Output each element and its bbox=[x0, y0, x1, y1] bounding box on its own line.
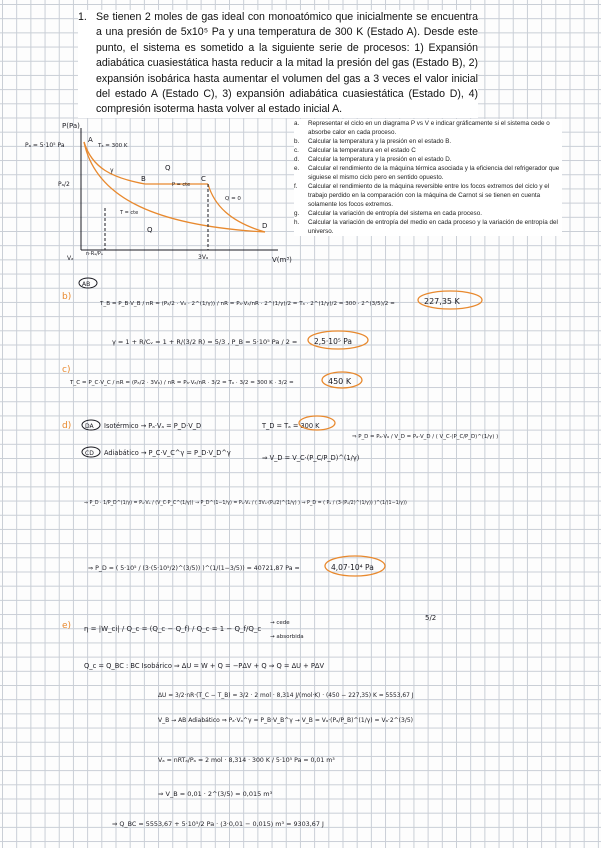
p-axis-label: P(Pa) bbox=[62, 122, 80, 130]
t-const-label: T = cte bbox=[120, 210, 139, 216]
problem-number: 1. bbox=[78, 11, 87, 23]
state-tag-ab: AB bbox=[82, 281, 91, 288]
qc-line-4: Vₐ = nRTₐ/Pₐ = 2 mol · 8,314 · 300 K / 5·10⁵ Pa = 0,01 m³ bbox=[158, 757, 335, 764]
vc-tick: 3Vₐ bbox=[198, 254, 209, 261]
state-a: A bbox=[88, 136, 93, 144]
cd-equation: Adiabático → P_C·V_C^γ = P_D·V_D^γ bbox=[104, 449, 231, 457]
section-b bbox=[62, 278, 482, 349]
state-d: D bbox=[262, 222, 268, 230]
tc-result: 450 K bbox=[328, 377, 352, 386]
da-equation: Isotérmico → Pₐ·Vₐ = P_D·V_D bbox=[104, 422, 202, 430]
cede-note: → cede bbox=[270, 620, 290, 626]
section-e-label: e) bbox=[62, 621, 72, 631]
gamma-label: γ bbox=[110, 167, 114, 174]
pd-numeric: ⇒ P_D = ( 5·10⁵ / (3·(5·10⁵/2)^(3/5)) )^(1/(1−3/5)) = 40721,87 Pa = bbox=[88, 565, 300, 572]
section-d-label: d) bbox=[62, 421, 72, 431]
pv-diagram bbox=[25, 122, 292, 264]
qc-line-6: ⇒ Q_BC = 5553,67 + 5·10⁵/2 Pa · (3·0,01 − 0,015) m³ = 9303,67 J bbox=[112, 820, 324, 828]
section-c bbox=[62, 365, 362, 388]
p-const-label: P = cte bbox=[172, 182, 191, 188]
question-item: b. Calcular la temperatura y la presión en el estado B. bbox=[294, 138, 452, 145]
section-e bbox=[62, 614, 436, 640]
v-axis-label: V(m³) bbox=[272, 256, 292, 264]
pa-label: Pₐ = 5·10⁵ Pa bbox=[25, 142, 65, 149]
pb-result: 2,5·10⁵ Pa bbox=[314, 337, 353, 346]
q-out-label: Q bbox=[147, 226, 153, 234]
q-in-label: Q bbox=[165, 164, 171, 172]
pa-half-label: Pₐ/2 bbox=[58, 181, 70, 188]
qc-line-1: Q_c = Q_BC : BC Isobárico ⇒ ΔU = W + Q = −PΔV + Q ⇒ Q = ΔU + PΔV bbox=[84, 662, 325, 670]
tb-equation: T_B = P_B·V_B / nR = (Pₐ/2 · Vₐ · 2^(1/γ)) / nR = Pₐ·Vₐ/nR · 2^(1/γ)/2 = Tₐ · 2^(1/γ)/2 = 300 · 2^(3/5)/2 = bbox=[100, 301, 395, 307]
gamma-equation: γ = 1 + R/Cᵥ = 1 + R/(3/2 R) = 5/3 , P_B = 5·10⁵ Pa / 2 = bbox=[112, 338, 298, 346]
question-item: f. Calcular el rendimiento de la máquina reversible entre los focos extremos del ciclo y el trabajo perdido en la comparación con la máquina de Carnot si se tienen en cuenta solamente los focos extremos. bbox=[294, 183, 550, 208]
absorbe-note: → absorbida bbox=[270, 634, 304, 640]
pd-derivation: ⇒ P_D · 1/P_D^(1/γ) = Pₐ·Vₐ / (V_C·P_C^(1/γ)) → P_D^(1−1/γ) = Pₐ·Vₐ / ( 3Vₐ·(Pₐ/2)^(1/γ) ) ⇒ P_D = ( Pₐ / (3·(Pₐ/2)^(1/γ)) )^(1/(1−1/γ)) bbox=[84, 501, 407, 506]
fraction-note: 5/2 bbox=[425, 614, 437, 622]
section-d bbox=[62, 416, 498, 576]
question-item: e. Calcular el rendimiento de la máquina térmica asociada y la eficiencia del refrigerador que siguiese el mismo ciclo pero en sentido opuesto. bbox=[294, 165, 560, 181]
tb-result: 227,35 K bbox=[424, 297, 460, 306]
problem-text: Se tienen 2 moles de gas ideal con monoatómico que inicialmente se encuentra a una presión de 5x10⁵ Pa y una temperatura de 300 K (Estado A). Desde este punto, el sistema es sometido a la siguiente serie de procesos: 1) Expansión adiabática cuasiestática hasta reducir a la mitad la presión del gas (Estado B), 2) expansión isobárica hasta aumentar el volumen del gas a 3 veces el valor inicial del estado A (Estado C), 3) expansión adiabática cuasiestática (Estado D), 4) compresión isoterma hasta volver al estado inicial A. bbox=[96, 11, 478, 116]
state-c: C bbox=[201, 175, 206, 183]
state-b: B bbox=[141, 175, 146, 183]
section-b-label: b) bbox=[62, 292, 72, 302]
section-qc bbox=[84, 662, 414, 828]
qc-line-3: V_B → AB Adiabático ⇒ Pₐ·Vₐ^γ = P_B·V_B^γ → V_B = Vₐ·(Pₐ/P_B)^(1/γ) = Vₐ·2^(3/5) bbox=[158, 717, 414, 724]
qc-line-2: ΔU = 3/2·nR·(T_C − T_B) = 3/2 · 2 mol · 8,314 J/(mol·K) · (450 − 227,35) K = 5553,67 J bbox=[158, 693, 414, 699]
da-tag: DA bbox=[85, 423, 94, 430]
question-item: a. Representar el ciclo en un diagrama P vs V e indicar gráficamente si el sistema cede o absorbe calor en cada proceso. bbox=[294, 120, 550, 136]
pd-ratio-equation: ⇒ P_D = Pₐ·Vₐ / V_D = Pₐ·V_D / ( V_C·(P_C/P_D)^(1/γ) ) bbox=[352, 434, 499, 440]
question-item: c. Calcular la temperatura en el estado C bbox=[294, 147, 416, 154]
question-item: d. Calcular la temperatura y la presión en el estado D. bbox=[294, 156, 452, 163]
cd-tag: CD bbox=[85, 450, 94, 457]
tc-equation: T_C = P_C·V_C / nR = (Pₐ/2 · 3Vₐ) / nR = Pₐ·Vₐ/nR · 3/2 = Tₐ · 3/2 = 300 K · 3/2 = bbox=[70, 380, 294, 386]
question-item: g. Calcular la variación de entropía del sistema en cada proceso. bbox=[294, 210, 482, 217]
efficiency-equation: η = |W_ci| / Q_c = (Q_c − Q_f) / Q_c = 1 − Q_f/Q_c bbox=[84, 625, 262, 633]
ta-label: Tₐ = 300 K bbox=[98, 143, 128, 149]
pd-result: 4,07·10⁴ Pa bbox=[331, 563, 374, 572]
td-equation: T_D = Tₐ = 300 K bbox=[262, 422, 320, 430]
q-zero-label: Q = 0 bbox=[225, 196, 241, 202]
adiabatic-cd-curve bbox=[208, 184, 268, 232]
va-tick: Vₐ bbox=[67, 255, 74, 262]
question-item: h. Calcular la variación de entropía del medio en cada proceso y la variación de entropía del universo. bbox=[294, 219, 558, 235]
qc-line-5: ⇒ V_B = 0,01 · 2^(3/5) = 0,015 m³ bbox=[158, 790, 273, 798]
vd-equation: ⇒ V_D = V_C·(P_C/P_D)^(1/γ) bbox=[262, 454, 360, 462]
v-formula-tick: n·Rₐ/Pₐ bbox=[86, 251, 103, 257]
section-c-label: c) bbox=[62, 365, 71, 375]
